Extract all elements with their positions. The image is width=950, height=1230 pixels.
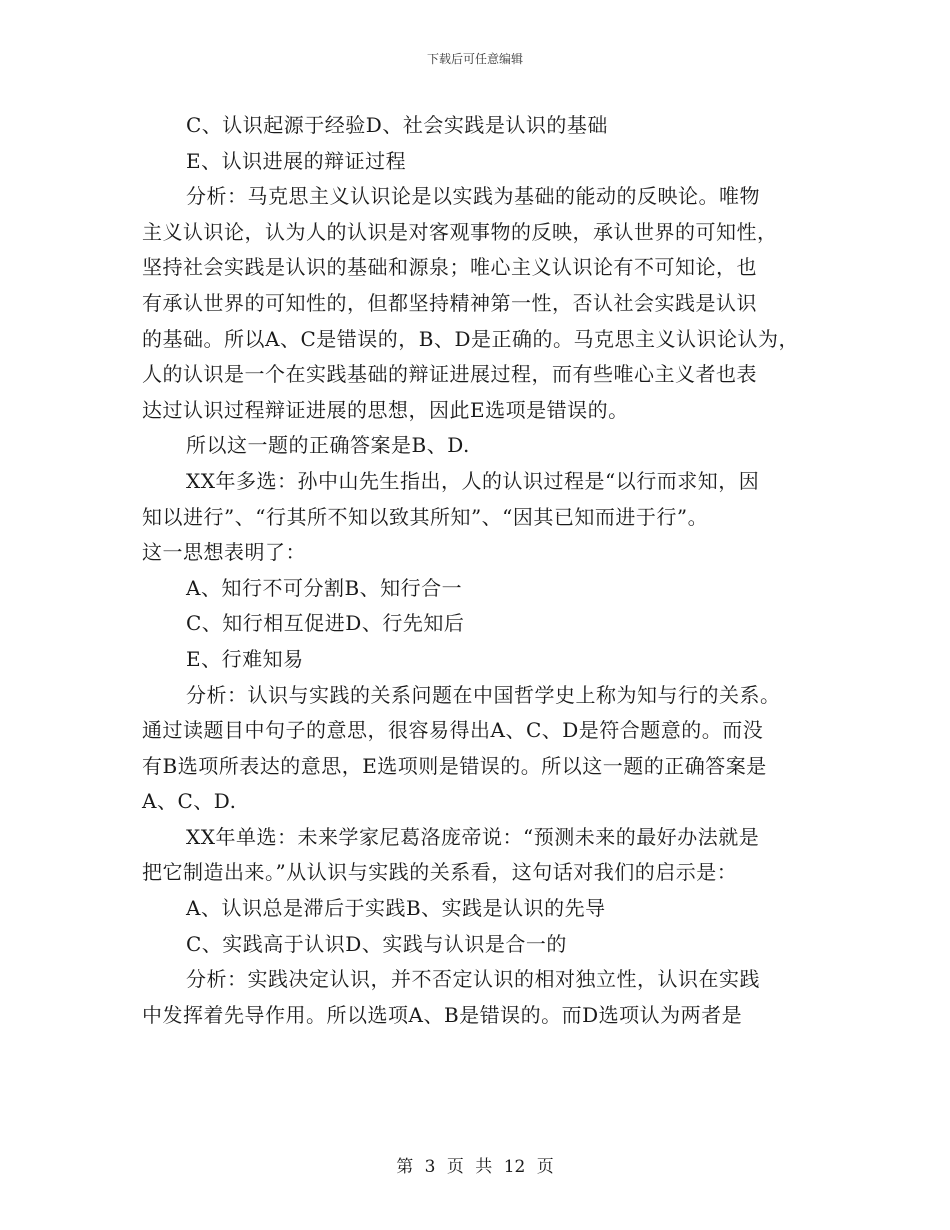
page-header: 下载后可任意编辑 xyxy=(426,52,523,66)
text-line: C、实践高于认识D、实践与认识是合一的 xyxy=(186,931,567,956)
text-line: 这一思想表明了： xyxy=(142,540,306,565)
text-line: C、认识起源于经验D、社会实践是认识的基础 xyxy=(186,113,608,137)
text-line: 坚持社会实践是认识的基础和源泉；唯心主义认识论有不可知论，也 xyxy=(142,255,757,280)
page-number: 第 3 页 共 12 页 xyxy=(396,1157,554,1177)
text-line: 分析：实践决定认识，并不否定认识的相对独立性，认识在实践 xyxy=(186,967,760,992)
text-line: 分析：马克思主义认识论是以实践为基础的能动的反映论。唯物 xyxy=(186,184,760,209)
text-line: 人的认识是一个在实践基础的辩证进展过程，而有些唯心主义者也表 xyxy=(142,362,757,387)
text-line: A、知行不可分割B、知行合一 xyxy=(186,575,463,600)
text-line: 所以这一题的正确答案是B、D. xyxy=(186,433,470,458)
text-line: XX年多选：孙中山先生指出，人的认识过程是“以行而求知，因 xyxy=(186,468,760,493)
text-line: XX年单选：未来学家尼葛洛庞帝说：“预测未来的最好办法就是 xyxy=(186,824,760,849)
text-line: 主义认识论，认为人的认识是对客观事物的反映，承认世界的可知性， xyxy=(142,219,778,244)
text-line: A、C、D. xyxy=(142,789,237,814)
text-line: E、认识进展的辩证过程 xyxy=(186,148,407,173)
text-line: 有承认世界的可知性的，但都坚持精神第一性，否认社会实践是认识 xyxy=(142,290,757,315)
document-body xyxy=(142,108,818,1033)
text-line: E、行难知易 xyxy=(186,646,304,671)
text-line: 通过读题目中句子的意思，很容易得出A、C、D是符合题意的。而没 xyxy=(142,718,764,743)
text-line: 分析：认识与实践的关系问题在中国哲学史上称为知与行的关系。 xyxy=(186,682,781,707)
text-line: 知以进行”、“行其所不知以致其所知”、“因其已知而进于行”。 xyxy=(142,504,709,529)
text-line: A、认识总是滞后于实践B、实践是认识的先导 xyxy=(186,896,606,921)
text-line: 的基础。所以A、C是错误的，B、D是正确的。马克思主义认识论认为， xyxy=(142,326,799,351)
text-line: 达过认识过程辩证进展的思想，因此E选项是错误的。 xyxy=(142,397,629,422)
text-line: 把它制造出来。”从认识与实践的关系看，这句话对我们的启示是： xyxy=(142,860,738,885)
text-line: 中发挥着先导作用。所以选项A、B是错误的。而D选项认为两者是 xyxy=(142,1002,743,1027)
text-line: C、知行相互促进D、行先知后 xyxy=(186,611,465,636)
text-line: 有B选项所表达的意思，E选项则是错误的。所以这一题的正确答案是 xyxy=(142,753,767,778)
